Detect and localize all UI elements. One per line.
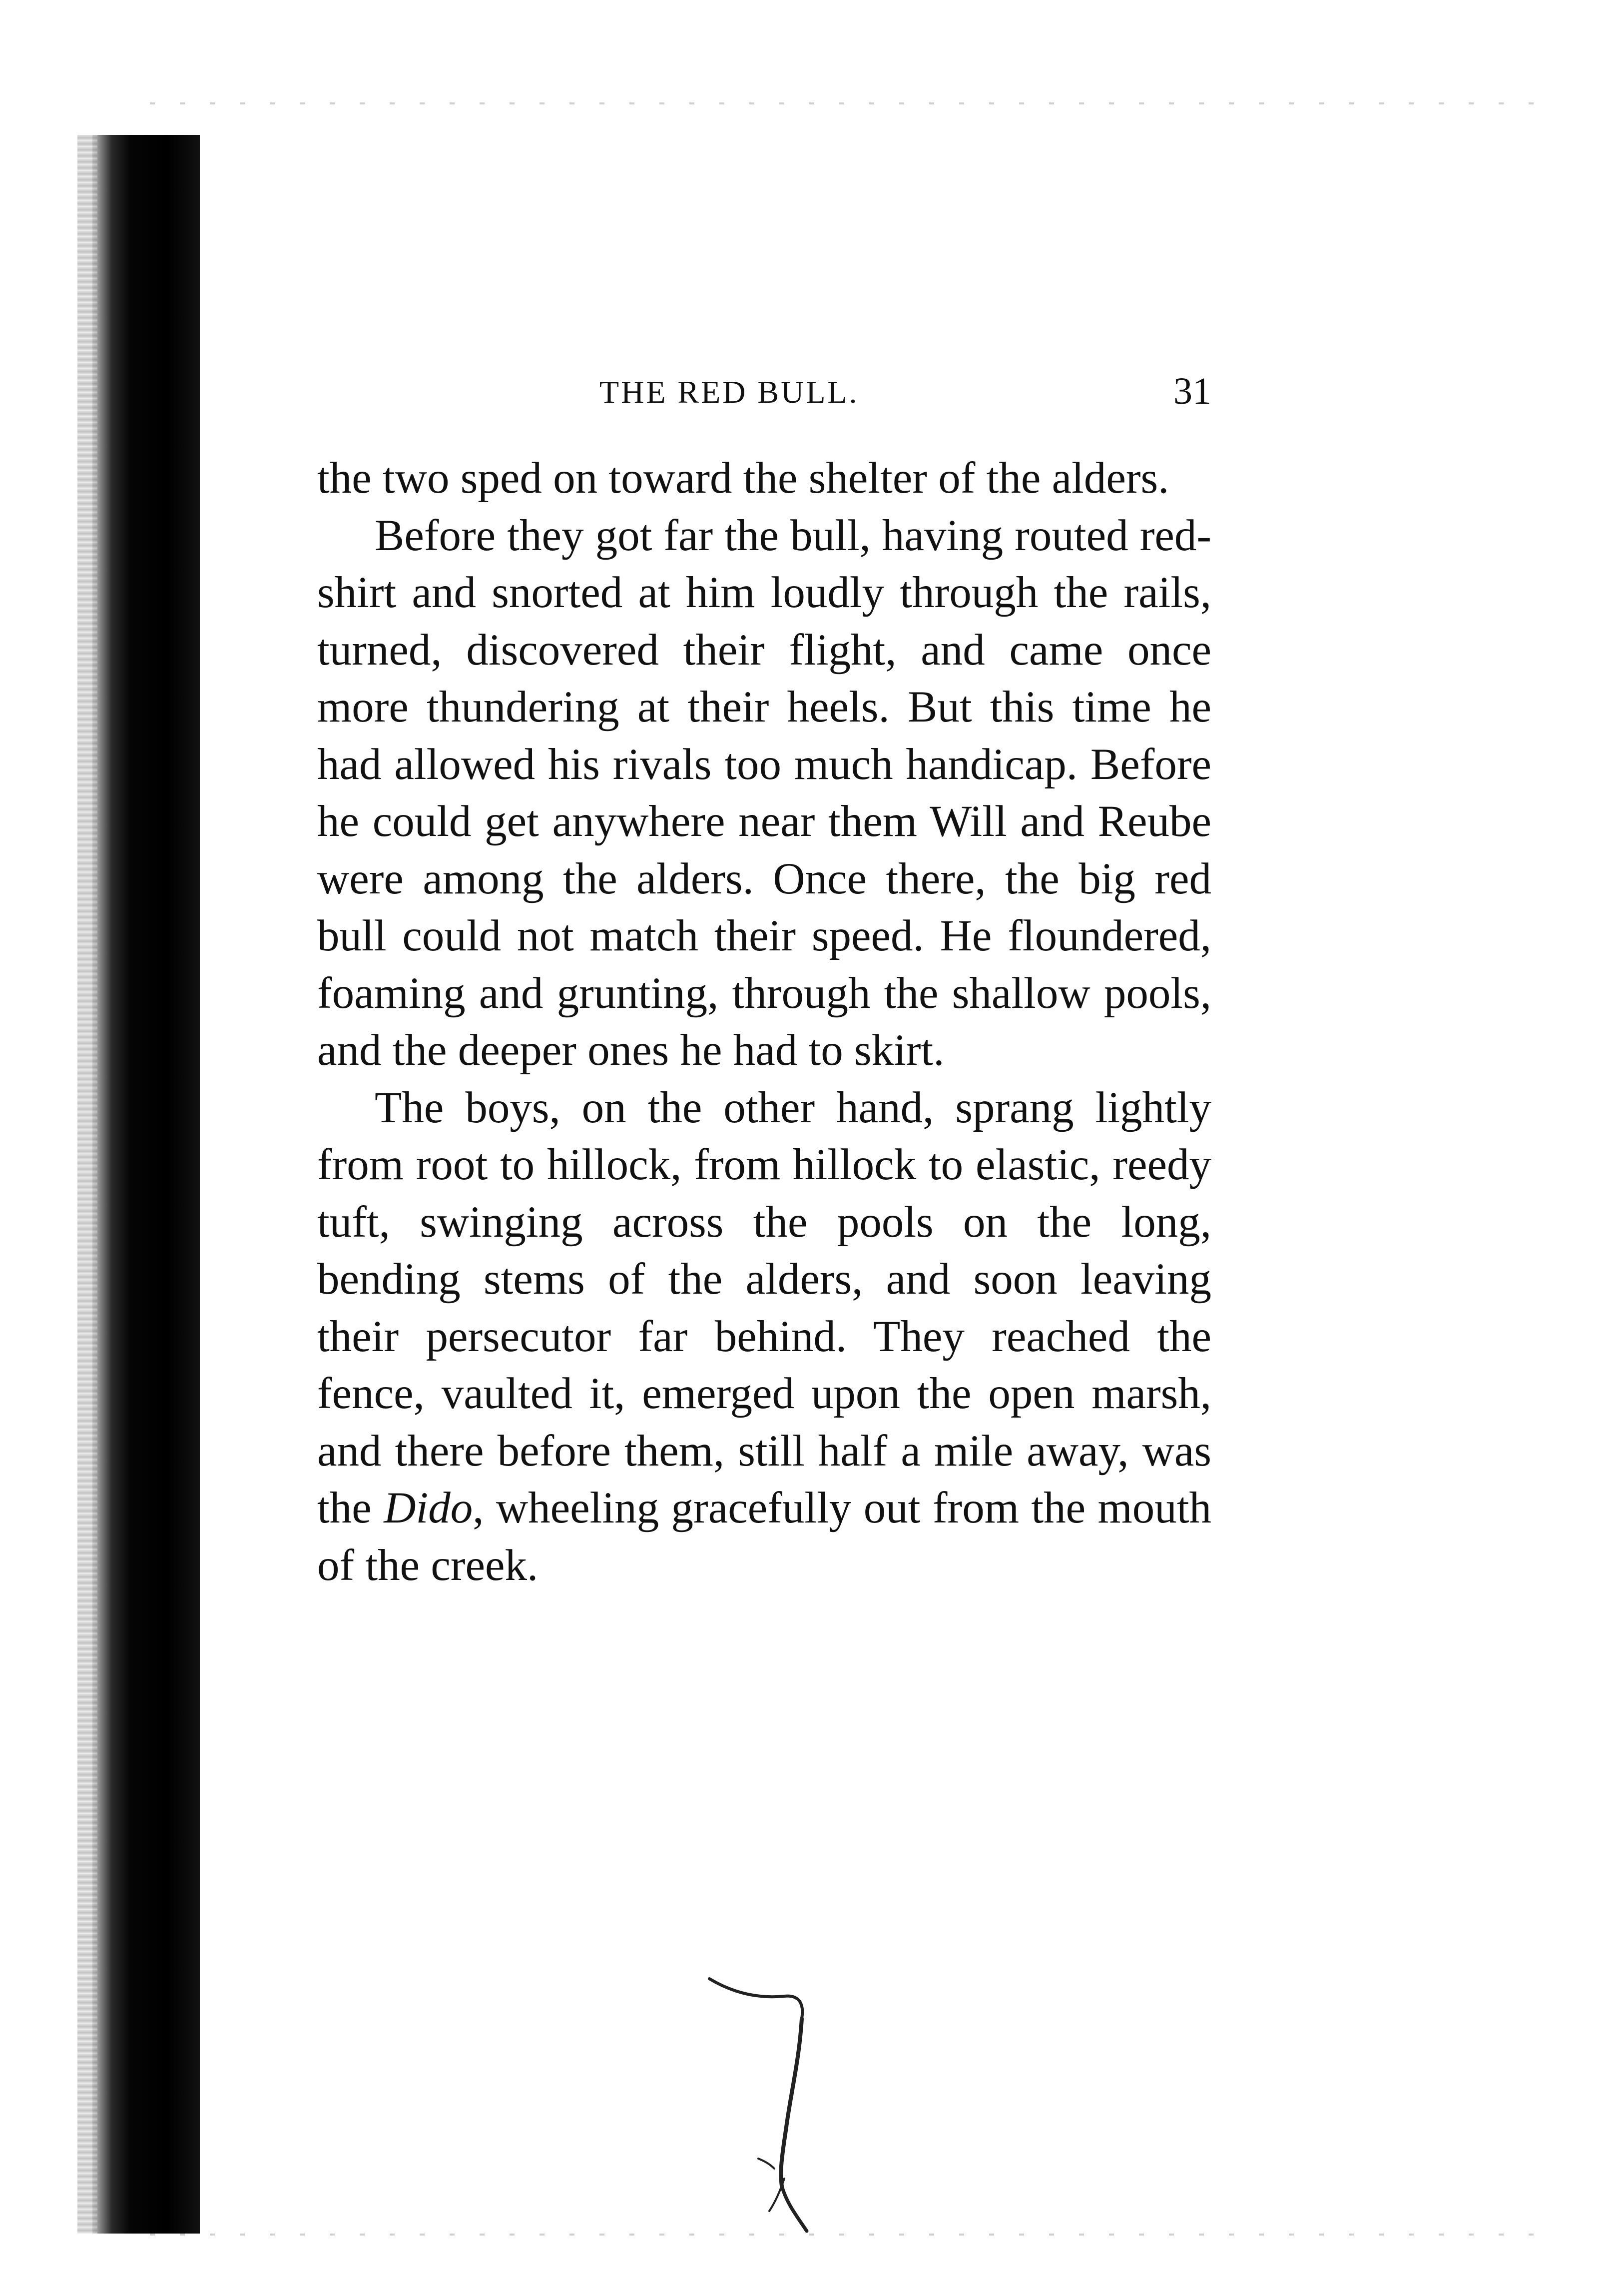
scan-noise-top: [150, 102, 1549, 104]
body-text: [317, 450, 1211, 1594]
paragraph-3-part-2: , wheeling gracefully out from the mouth of the creek.: [317, 1484, 1211, 1590]
paragraph-1: the two sped on toward the shelter of the alders.: [317, 454, 1169, 503]
paragraph-3-part-1: The boys, on the other hand, sprang lightly from root to hillock, from hillock to elastic, reedy tuft, swinging across the pools on the long, bending stems of the alders, and soon leaving their persecutor far behind. They reached the fence, vaulted it, emerged upon the open marsh, and there before them, still half a mile away, was the: [317, 1083, 1211, 1532]
paragraph-2: Before they got far the bull, having routed red-shirt and snorted at him loudly through the rails, turned, discovered their flight, and came once more thundering at their heels. But this time he had allowed his rivals too much handicap. Before he could get anywhere near them Will and Reube were among the alders. Once there, the big red bull could not match their speed. He floundered, foaming and grunting, through the shallow pools, and the deeper ones he had to skirt.: [317, 511, 1211, 1075]
tail-piece-flourish-icon: [699, 1959, 849, 2239]
ship-name: Dido: [384, 1484, 473, 1532]
scan-noise-bottom: [150, 2234, 1549, 2236]
paragraph-3: [317, 1079, 1211, 1594]
running-head: THE RED BULL.: [599, 374, 859, 410]
binding-shadow: [92, 135, 200, 2234]
page-number: 31: [1173, 370, 1211, 412]
page-header: [317, 370, 1211, 415]
